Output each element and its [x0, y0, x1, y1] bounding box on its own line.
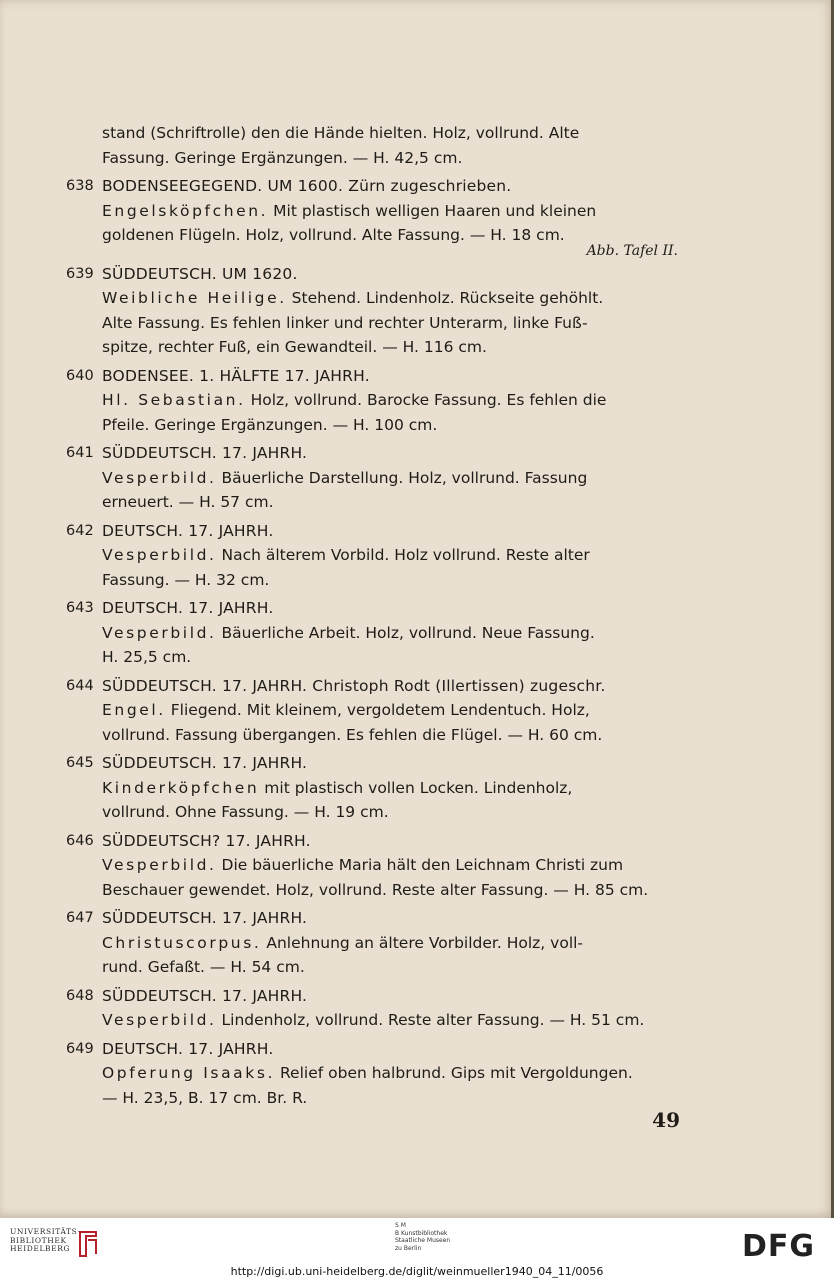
object-title: Engelsköpfchen. — [102, 201, 269, 220]
entry-line: H. 25,5 cm. — [102, 648, 192, 666]
entry-description: Nach älterem Vorbild. Holz vollrund. Reste alter — [216, 546, 590, 564]
entry-description: Mit plastisch welligen Haaren und kleinen — [268, 201, 597, 220]
library-logo-icon[interactable] — [76, 1228, 100, 1258]
entry-line — [102, 199, 678, 224]
entry-description: Holz, vollrund. Barocke Fassung. Es fehlen die — [245, 391, 607, 409]
object-title: Christuscorpus. — [102, 933, 262, 952]
catalog-entry — [66, 674, 678, 748]
lot-number: 643 — [66, 600, 94, 616]
catalog-entry — [66, 751, 678, 825]
catalog-entries — [66, 121, 678, 1114]
library-line: BIBLIOTHEK — [10, 1235, 67, 1245]
lot-number: 638 — [66, 178, 94, 194]
catalog-entry — [66, 519, 678, 593]
entry-description: Bäuerliche Darstellung. Holz, vollrund. Fassung — [216, 468, 588, 487]
page-number: 49 — [652, 1108, 680, 1132]
object-title: Vesperbild. — [102, 546, 217, 564]
entry-heading: SÜDDEUTSCH. 17. JAHRH. Christoph Rodt (Illertissen) zugeschr. — [102, 676, 606, 695]
catalog-entry — [66, 829, 678, 903]
entry-description: Lindenholz, vollrund. Reste alter Fassung. — H. 51 cm. — [216, 1011, 645, 1029]
entry-heading: SÜDDEUTSCH. 17. JAHRH. — [102, 754, 308, 772]
lot-number: 647 — [66, 910, 94, 926]
plate-reference: Abb. Tafel II. — [586, 242, 678, 259]
entry-heading: BODENSEE. 1. HÄLFTE 17. JAHRH. — [102, 366, 370, 385]
entry-line: Beschauer gewendet. Holz, vollrund. Reste alter Fassung. — H. 85 cm. — [102, 880, 649, 899]
lot-number: 644 — [66, 677, 94, 694]
entry-description: Bäuerliche Arbeit. Holz, vollrund. Neue Fassung. — [216, 623, 595, 642]
object-title: Vesperbild. — [102, 623, 217, 642]
entry-line: goldenen Flügeln. Holz, vollrund. Alte Fassung. — H. 18 cm. — [102, 226, 565, 244]
entry-heading: SÜDDEUTSCH. 17. JAHRH. — [102, 444, 308, 462]
entry-description: Relief oben halbrund. Gips mit Vergoldungen. — [275, 1064, 633, 1082]
text-line: stand (Schriftrolle) den die Hände hielten. Holz, vollrund. Alte — [102, 124, 580, 142]
entry-heading: BODENSEEGEGEND. UM 1600. Zürn zugeschrieben. — [102, 177, 512, 195]
source-url[interactable]: http://digi.ub.uni-heidelberg.de/diglit/weinmueller1940_04_11/0056 — [230, 1265, 604, 1278]
entry-line — [102, 543, 678, 568]
entry-line — [102, 853, 678, 878]
lot-number: 641 — [66, 445, 94, 461]
entry-description: Anlehnung an ältere Vorbilder. Holz, voll- — [261, 933, 584, 952]
library-line: UNIVERSITÄTS- — [10, 1227, 81, 1236]
catalog-entry — [66, 906, 678, 980]
intro-text — [66, 121, 678, 170]
archive-note-line: B Kunstbibliothek — [395, 1229, 448, 1237]
entry-description: Stehend. Lindenholz. Rückseite gehöhlt. — [286, 289, 604, 307]
entry-heading: SÜDDEUTSCH. 17. JAHRH. — [102, 986, 308, 1005]
object-title: Engel. — [102, 701, 166, 719]
entry-heading: SÜDDEUTSCH. UM 1620. — [102, 264, 298, 283]
entry-line — [102, 286, 678, 311]
archive-note-line: S M — [395, 1222, 406, 1229]
entry-line: vollrund. Fassung übergangen. Es fehlen die Flügel. — H. 60 cm. — [102, 725, 603, 744]
lot-number: 640 — [66, 367, 94, 384]
archive-note — [395, 1222, 450, 1252]
entry-line — [102, 621, 678, 646]
entry-heading: DEUTSCH. 17. JAHRH. — [102, 1039, 274, 1058]
entry-line — [102, 466, 678, 491]
object-title: Vesperbild. — [102, 856, 217, 874]
catalog-entry — [66, 441, 678, 515]
entry-line — [102, 1061, 678, 1086]
entry-line — [102, 698, 678, 723]
object-title: Vesperbild. — [102, 1011, 217, 1029]
catalog-entry — [66, 984, 678, 1033]
entry-line — [102, 776, 678, 801]
entry-heading: DEUTSCH. 17. JAHRH. — [102, 599, 274, 617]
object-title: Weibliche Heilige. — [102, 289, 287, 307]
dfg-logo[interactable]: DFG — [742, 1229, 816, 1264]
lot-number: 645 — [66, 755, 94, 771]
entry-line: rund. Gefaßt. — H. 54 cm. — [102, 958, 305, 976]
entry-line: Alte Fassung. Es fehlen linker und rechter Unterarm, linke Fuß- — [102, 313, 588, 332]
entry-description: Fliegend. Mit kleinem, vergoldetem Lendentuch. Holz, — [165, 701, 590, 719]
lot-number: 646 — [66, 832, 94, 849]
entry-heading: DEUTSCH. 17. JAHRH. — [102, 521, 274, 540]
object-title: Hl. Sebastian. — [102, 391, 246, 409]
object-title: Vesperbild. — [102, 468, 217, 487]
lot-number: 639 — [66, 265, 94, 282]
lot-number: 642 — [66, 522, 94, 539]
archive-note-line: zu Berlin — [395, 1244, 422, 1252]
entry-description: mit plastisch vollen Locken. Lindenholz, — [259, 778, 573, 797]
object-title: Opferung Isaaks. — [102, 1064, 276, 1082]
entry-line: Fassung. — H. 32 cm. — [102, 570, 270, 589]
entry-heading: SÜDDEUTSCH. 17. JAHRH. — [102, 909, 308, 927]
entry-line: vollrund. Ohne Fassung. — H. 19 cm. — [102, 803, 389, 821]
entry-line: — H. 23,5, B. 17 cm. Br. R. — [102, 1088, 308, 1107]
entry-line: spitze, rechter Fuß, ein Gewandteil. — H. 116 cm. — [102, 338, 487, 356]
catalog-entry — [66, 262, 678, 360]
text-line: Fassung. Geringe Ergänzungen. — H. 42,5 cm. — [102, 148, 463, 167]
catalog-entry — [66, 596, 678, 670]
lot-number: 648 — [66, 987, 94, 1004]
library-line: HEIDELBERG — [10, 1244, 71, 1253]
entry-line — [102, 1008, 678, 1033]
catalog-entry — [66, 1037, 678, 1111]
entry-line — [102, 931, 678, 956]
entry-heading: SÜDDEUTSCH? 17. JAHRH. — [102, 831, 311, 850]
entry-line: erneuert. — H. 57 cm. — [102, 493, 274, 511]
entry-description: Die bäuerliche Maria hält den Leichnam Christi zum — [216, 856, 624, 874]
lot-number: 649 — [66, 1040, 94, 1057]
object-title: Kinderköpfchen — [102, 778, 260, 797]
entry-line — [102, 388, 678, 413]
entry-line: Pfeile. Geringe Ergänzungen. — H. 100 cm. — [102, 415, 438, 434]
archive-note-line: Staatliche Museen — [395, 1237, 451, 1244]
library-label[interactable] — [10, 1228, 81, 1254]
catalog-entry — [66, 174, 678, 258]
catalog-entry — [66, 364, 678, 438]
